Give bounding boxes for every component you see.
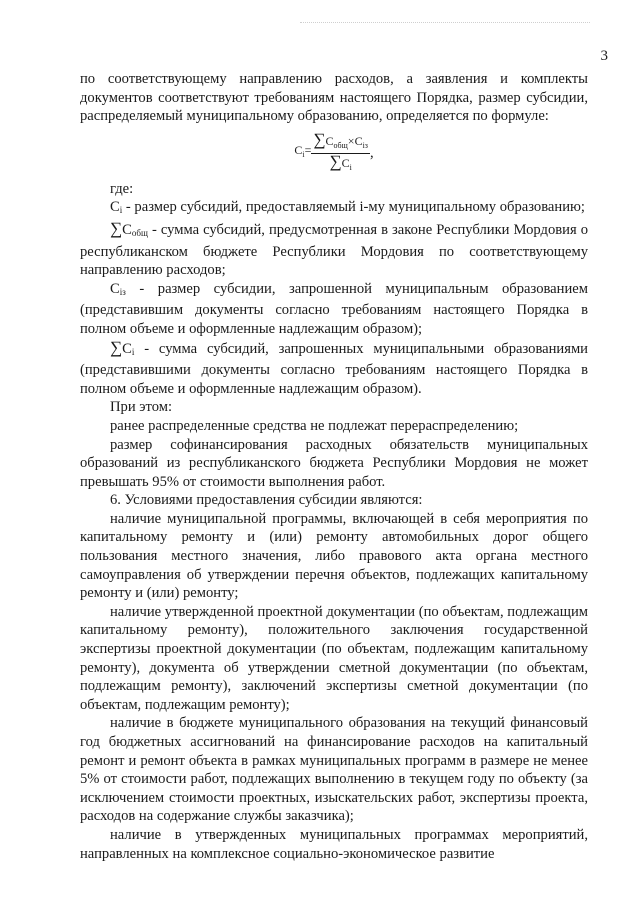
paragraph-sum-ci-definition: ∑Ci - сумма субсидий, запрошенных муниципальными образованиями (представившими документы согласно требованиям настоящего Порядка в полном объеме и оформленные надлежащим образом). (80, 337, 588, 397)
paragraph-razmer: размер софинансирования расходных обязательств муниципальных образований из республиканского бюджета Республики Мордовия не может превышать 95% от стоимости выполнения работ. (80, 436, 588, 490)
paragraph-ranee: ранее распределенные средства не подлежат перераспределению; (110, 417, 519, 434)
formula: $C_i=$ $\frac{\sum C_{общ}\times C_{iз}}{\sum C_i}$ , (80, 132, 588, 172)
paragraph-intro: по соответствующему направлению расходов, а заявления и комплекты документов соответствуют требованиям настоящего Порядка, размер субсидии, распределяемый муниципальному образованию, определяется по формуле: (80, 71, 588, 125)
paragraph-nalichie-3: наличие в бюджете муниципального образования на текущий финансовый год бюджетных ассигнований на финансирование расходов на капитальный ремонт и ремонт объекта в рамках муниципальных программ в размере не менее 5% от стоимости работ, подлежащих выполнению в текущем году по объекту (за исключением стоимости проектных, изыскательских работ, экспертизы проекта, расходов на содержание службы заказчика); (80, 715, 588, 825)
paragraph-nalichie-4: наличие в утвержденных муниципальных программах мероприятий, направленных на комплексное социально-экономическое развитие (80, 826, 588, 862)
formula-lhs: $C_i=$ (294, 143, 312, 160)
paragraph-pri-etom: При этом: (110, 399, 173, 416)
document-body (80, 70, 588, 863)
paragraph-sum-obsh-definition: ∑Cобщ - сумма субсидий, предусмотренная в законе Республики Мордовия о республиканском бюджете Республики Мордовия по соответствующему направлению расходов; (80, 218, 589, 279)
paragraph-nalichie-1: наличие муниципальной программы, включающей в себя мероприятия по капитальному ремонту и (или) ремонту автомобильных дорог общего пользования местного значения, либо правового акта органа местного самоуправления об утверждении перечня объектов, подлежащих капитальному ремонту и (или) ремонту; (80, 510, 588, 602)
formula-fraction (311, 129, 370, 175)
formula-numerator: $\sum C_{общ}\times C_{iз}$ (311, 132, 370, 154)
formula-denominator: $\sum C_i$ (329, 151, 352, 172)
paragraph-where: где: (110, 180, 134, 197)
paragraph-ci-definition: Ci - размер субсидий, предоставляемый i-му муниципальному образованию; (110, 199, 585, 216)
paragraph-ciz-definition: Ciз - размер субсидии, запрошенной муниципальным образованием (представившим документы согласно требованиям настоящего Порядка в полном объеме и оформленные надлежащим образом); (80, 280, 588, 337)
page-number: 3 (600, 48, 608, 64)
paragraph-nalichie-2: наличие утвержденной проектной документации (по объектам, подлежащим капитальному ремонту), положительного заключения государственной экспертизы проектной документации (по объектам, подлежащим капитальному ремонту), документа об утверждении сметной документации (по объектам, подлежащим ремонту), заключений экспертизы сметной документации (по объектам, подлежащим ремонту); (80, 603, 588, 713)
scan-artifact (300, 22, 590, 24)
paragraph-section-6: 6. Условиями предоставления субсидии являются: (110, 492, 423, 509)
